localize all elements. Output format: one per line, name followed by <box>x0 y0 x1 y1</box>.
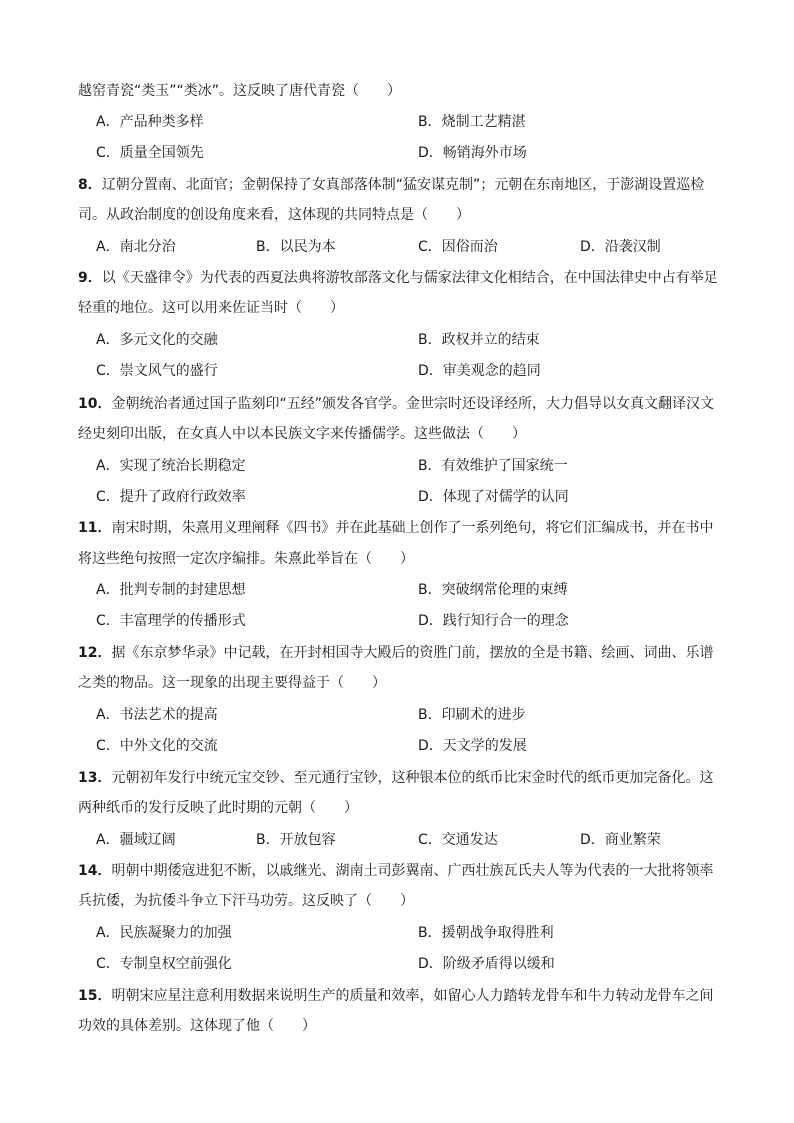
q14-stem-line-2: 兵抗倭，为抗倭斗争立下汗马功劳。这反映了（ ） <box>78 893 414 909</box>
q7-option-a: A．产品种类多样 <box>96 114 204 130</box>
q11-option-d: D．践行知行合一的理念 <box>418 613 569 629</box>
q13-stem-text-1: 元朝初年发行中统元宝交钞、至元通行宝钞，这种银本位的纸币比宋金时代的纸币更加完备化。这 <box>111 770 714 786</box>
q11-option-a: A．批判专制的封建思想 <box>96 582 246 598</box>
q14-option-a: A．民族凝聚力的加强 <box>96 925 232 941</box>
q10-option-b: B．有效维护了国家统一 <box>418 458 568 474</box>
q8-stem-line-2: 司。从政治制度的创设角度来看，这体现的共同特点是（ ） <box>78 207 470 223</box>
q7-option-c: C．质量全国领先 <box>96 145 204 161</box>
q12-option-a: A．书法艺术的提高 <box>96 707 218 723</box>
q13-stem-line-1 <box>78 768 713 788</box>
q11-option-c: C．丰富理学的传播形式 <box>96 613 246 629</box>
q11-stem-line-1 <box>78 518 713 538</box>
q8-option-d: D．沿袭汉制 <box>580 239 661 255</box>
q15-stem-text-1: 明朝宋应星注意利用数据来说明生产的质量和效率，如留心人力踏转龙骨车和牛力转动龙骨车之间 <box>111 988 714 1004</box>
q15-stem-line-1 <box>78 986 713 1006</box>
q10-stem-line-2: 经史刻印出版，在女真人中以本民族文字来传播儒学。这些做法（ ） <box>78 426 526 442</box>
q9-option-b: B．政权并立的结束 <box>418 332 540 348</box>
q13-stem-line-2: 两种纸币的发行反映了此时期的元朝（ ） <box>78 800 358 816</box>
q11-stem-text-1: 南宋时期，朱熹用义理阐释《四书》并在此基础上创作了一系列绝句，将它们汇编成书，并在书中 <box>111 520 714 536</box>
q8-number: 8． <box>78 177 102 193</box>
q13-option-c: C．交通发达 <box>418 832 498 848</box>
q7-option-d: D．畅销海外市场 <box>418 145 527 161</box>
q9-number: 9． <box>78 270 102 286</box>
q10-stem-text-1: 金朝统治者通过国子监刻印“五经”颁发各官学。金世宗时还设译经所，大力倡导以女真文翻译汉文 <box>111 396 714 412</box>
q8-option-b: B．以民为本 <box>256 239 336 255</box>
q12-stem-text-1: 据《东京梦华录》中记载，在开封相国寺大殿后的资胜门前，摆放的全是书籍、绘画、词曲、乐谱 <box>111 645 714 661</box>
q14-stem-text-1: 明朝中期倭寇进犯不断，以戚继光、湖南土司彭翼南、广西壮族瓦氏夫人等为代表的一大批将领率 <box>111 863 714 879</box>
q12-option-d: D．天文学的发展 <box>418 738 527 754</box>
q8-stem-text-1: 辽朝分置南、北面官；金朝保持了女真部落体制“猛安谋克制”；元朝在东南地区，于澎湖设置巡检 <box>101 177 705 193</box>
q12-number: 12． <box>78 645 112 661</box>
q14-option-c: C．专制皇权空前强化 <box>96 956 232 972</box>
q14-stem-line-1 <box>78 861 713 881</box>
q13-option-d: D．商业繁荣 <box>580 832 661 848</box>
q13-number: 13． <box>78 770 112 786</box>
q11-number: 11． <box>78 520 112 536</box>
q11-stem-line-2: 将这些绝句按照一定次序编排。朱熹此举旨在（ ） <box>78 551 414 567</box>
q15-number: 15． <box>78 988 112 1004</box>
q15-stem-line-2: 功效的具体差别。这体现了他（ ） <box>78 1018 316 1034</box>
q11-option-b: B．突破纲常伦理的束缚 <box>418 582 568 598</box>
q9-option-c: C．崇文风气的盛行 <box>96 363 218 379</box>
q8-option-c: C．因俗而治 <box>418 239 498 255</box>
q9-stem-text-1: 以《天盛律令》为代表的西夏法典将游牧部落文化与儒家法律文化相结合，在中国法律史中占有举足 <box>101 270 718 286</box>
q14-option-d: D．阶级矛盾得以缓和 <box>418 956 555 972</box>
q9-option-a: A．多元文化的交融 <box>96 332 218 348</box>
q13-option-b: B．开放包容 <box>256 832 336 848</box>
q12-stem-line-1 <box>78 643 713 663</box>
q14-option-b: B．援朝战争取得胜利 <box>418 925 554 941</box>
q7-option-b: B．烧制工艺精湛 <box>418 114 526 130</box>
q8-stem-line-1 <box>78 175 704 195</box>
q10-number: 10． <box>78 396 112 412</box>
q10-stem-line-1 <box>78 394 714 414</box>
q10-option-d: D．体现了对儒学的认同 <box>418 489 569 505</box>
q14-number: 14． <box>78 863 112 879</box>
q7-stem: 越窑青瓷“类玉”“类冰”。这反映了唐代青瓷（ ） <box>78 83 402 99</box>
q12-stem-line-2: 之类的物品。这一现象的出现主要得益于（ ） <box>78 675 386 691</box>
q13-option-a: A．疆域辽阔 <box>96 832 176 848</box>
q10-option-c: C．提升了政府行政效率 <box>96 489 246 505</box>
q10-option-a: A．实现了统治长期稳定 <box>96 458 246 474</box>
q9-option-d: D．审美观念的趋同 <box>418 363 541 379</box>
q12-option-c: C．中外文化的交流 <box>96 738 218 754</box>
q12-option-b: B．印刷术的进步 <box>418 707 526 723</box>
q9-stem-line-2: 轻重的地位。这可以用来佐证当时（ ） <box>78 300 344 316</box>
q8-option-a: A．南北分治 <box>96 239 176 255</box>
q9-stem-line-1 <box>78 268 718 288</box>
